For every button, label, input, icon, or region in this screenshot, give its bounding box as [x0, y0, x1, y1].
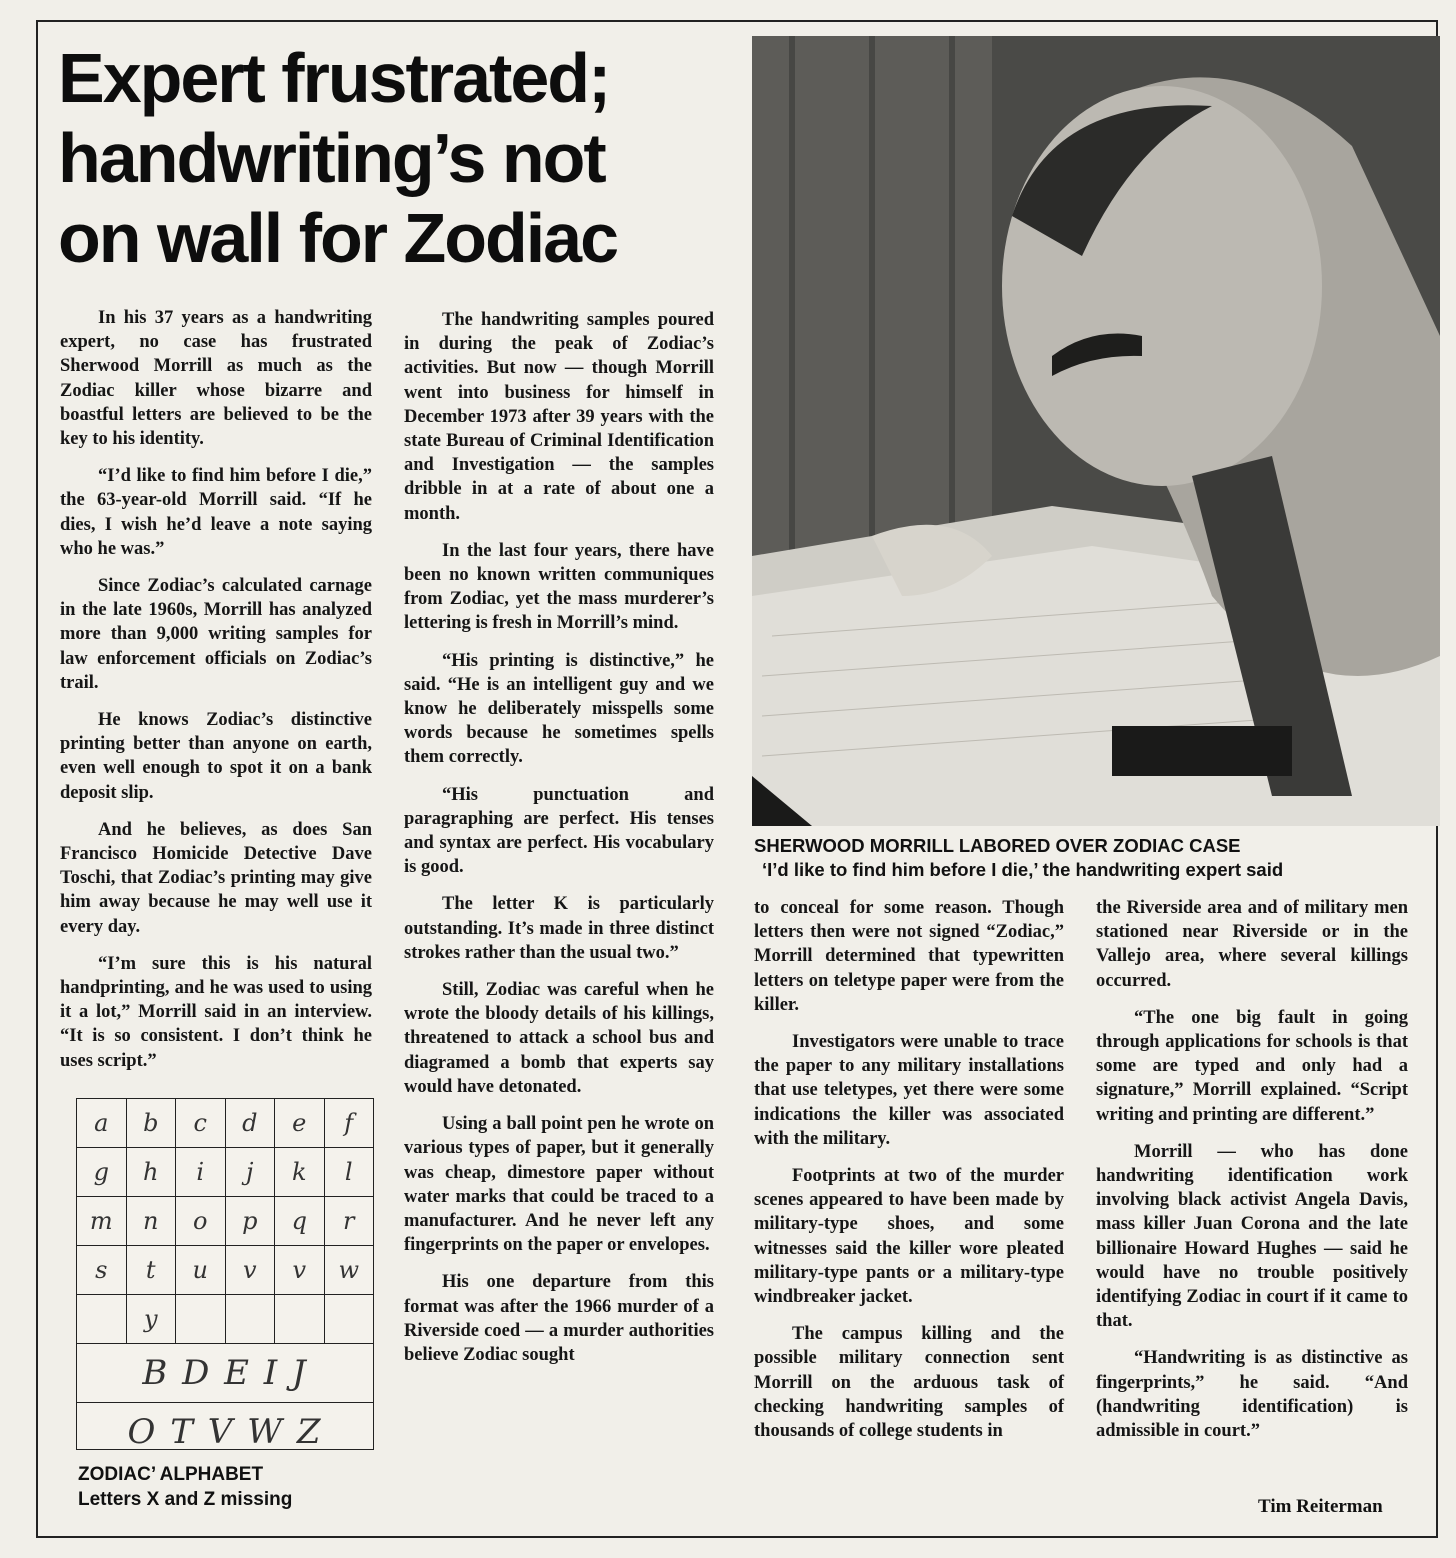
alphabet-cell [176, 1295, 226, 1343]
paragraph: And he believes, as does San Francisco Homicide Detective Dave Toschi, that Zodiac’s printing may give him away because he may well use it every day. [60, 819, 372, 937]
alphabet-cell [77, 1295, 127, 1343]
paragraph: to conceal for some reason. Though letters then were not signed “Zodiac,” Morrill determined that typewritten letters on teletype paper were from the killer. [754, 898, 1064, 1015]
paragraph: the Riverside area and of military men stationed near Riverside or in the Vallejo area, where several killings occurred. [1096, 898, 1408, 991]
paragraph: Investigators were unable to trace the paper to any military installations that use teletypes, yet there were some indications the killer was associated with the military. [754, 1032, 1064, 1149]
zodiac-alphabet-grid [76, 1098, 374, 1450]
paragraph: “His punctuation and paragraphing are perfect. His tenses and syntax are perfect. His vocabulary is good. [404, 784, 714, 878]
paragraph: The campus killing and the possible military connection sent Morrill on the arduous task of checking handwriting samples of thousands of college students in [754, 1324, 1064, 1442]
paragraph: “The one big fault in going through applications for schools is that some are typed and only had a signature,” Morrill explained. “Script writing and printing are different.” [1096, 1007, 1408, 1125]
alphabet-caps-row [77, 1344, 373, 1403]
alphabet-cell: r [343, 1207, 355, 1235]
paragraph: “His printing is distinctive,” he said. “He is an intelligent guy and we know he deliberately misspells some words because he sometimes spells them correctly. [404, 650, 714, 768]
alphabet-cell: p [226, 1197, 276, 1245]
paragraph: “Handwriting is as distinctive as fingerprints,” he said. “And (handwriting identification) is admissible in court.” [1096, 1348, 1408, 1442]
column-1 [60, 306, 372, 1086]
alphabet-cell: y [127, 1295, 177, 1343]
alphabet-cell: m [77, 1197, 127, 1245]
alphabet-cell: i [176, 1148, 226, 1196]
paragraph: Using a ball point pen he wrote on various types of paper, but it generally was cheap, dimestore paper without water marks that could be traced to a manufacturer. And he never left any fingerprints on the paper or envelopes. [404, 1114, 714, 1256]
alphabet-row [77, 1099, 373, 1148]
alphabet-cell: t [127, 1246, 177, 1294]
alphabet-cell: a [77, 1099, 127, 1147]
alphabet-caption-sub: Letters X and Z missing [78, 1489, 293, 1510]
alphabet-cell [275, 1295, 325, 1343]
headline-line-2: handwriting’s not [58, 119, 605, 197]
headline [58, 38, 698, 278]
paragraph: The letter K is particularly outstanding. It’s made in three distinct strokes rather than the usual two.” [404, 894, 714, 963]
alphabet-row [77, 1246, 373, 1295]
paragraph: Since Zodiac’s calculated carnage in the late 1960s, Morrill has analyzed more than 9,000 writing samples for law enforcement officials on Zodiac’s trail. [60, 576, 372, 693]
alphabet-caption-title: ZODIAC’ ALPHABET [78, 1464, 264, 1485]
column-4 [1096, 896, 1408, 1456]
alphabet-row [77, 1148, 373, 1197]
alphabet-cell: h [127, 1148, 177, 1196]
alphabet-cell: c [176, 1099, 226, 1147]
alphabet-cell: d [226, 1099, 276, 1147]
alphabet-cell: v [226, 1246, 276, 1294]
byline: Tim Reiterman [1258, 1496, 1383, 1517]
photo-caption-title: SHERWOOD MORRILL LABORED OVER ZODIAC CASE [754, 835, 1241, 856]
photo-caption [754, 834, 1414, 882]
photo-caption-quote: ‘I’d like to find him before I die,’ the handwriting expert said [762, 859, 1284, 880]
paragraph: In the last four years, there have been no known written communiques from Zodiac, yet the mass murderer’s lettering is fresh in Morrill’s mind. [404, 540, 714, 634]
paragraph: “I’m sure this is his natural handprinting, and he was used to using it a lot,” Morrill said in an interview. “It is so consistent. I don’t think he uses script.” [60, 953, 372, 1071]
alphabet-cell: e [275, 1099, 325, 1147]
alphabet-cell: v [275, 1246, 325, 1294]
paragraph: The handwriting samples poured in during the peak of Zodiac’s activities. But now — though Morrill went into business for himself in December 1973 after 39 years with the state Bureau of Criminal Identification and Investigation — the samples dribble in at a rate of about one a month. [404, 310, 714, 524]
alphabet-cell [325, 1295, 374, 1343]
alphabet-cell: o [176, 1197, 226, 1245]
paragraph: Still, Zodiac was careful when he wrote the bloody details of his killings, threatened to attack a school bus and diagramed a bomb that experts say would have detonated. [404, 980, 714, 1097]
alphabet-cell: w [338, 1256, 360, 1284]
alphabet-cell: b [127, 1099, 177, 1147]
alphabet-caption [78, 1462, 292, 1512]
paragraph: His one departure from this format was after the 1966 murder of a Riverside coed — a murder authorities believe Zodiac sought [404, 1272, 714, 1365]
headline-line-1: Expert frustrated; [58, 39, 610, 117]
photo-illustration [752, 36, 1440, 826]
paragraph: Morrill — who has done handwriting identification work involving black activist Angela Davis, mass killer Juan Corona and the late billionaire Howard Hughes — said he would have no trouble positively identifying Zodiac in court if it came to that. [1096, 1141, 1408, 1332]
column-2 [404, 308, 714, 1380]
alphabet-row [77, 1197, 373, 1246]
alphabet-caps-letters: B D E I J [142, 1353, 308, 1393]
alphabet-cell: u [176, 1246, 226, 1294]
alphabet-cell: f [344, 1109, 354, 1137]
alphabet-cell: q [275, 1197, 325, 1245]
alphabet-caps-letters: O T V W Z [127, 1412, 323, 1452]
alphabet-cell: l [344, 1158, 353, 1186]
paragraph: Footprints at two of the murder scenes appeared to have been made by military-type shoes, and some witnesses said the killer wore pleated military-type pants or a military-type windbreaker jacket. [754, 1166, 1064, 1308]
alphabet-cell: n [127, 1197, 177, 1245]
paragraph: He knows Zodiac’s distinctive printing better than anyone on earth, even well enough to spot it on a bank deposit slip. [60, 710, 372, 803]
alphabet-cell: g [77, 1148, 127, 1196]
photo-sherwood-morrill [752, 36, 1440, 826]
column-3 [754, 896, 1064, 1456]
alphabet-cell [226, 1295, 276, 1343]
alphabet-cell: k [275, 1148, 325, 1196]
headline-line-3: on wall for Zodiac [58, 199, 618, 277]
alphabet-cell: s [77, 1246, 127, 1294]
paragraph: In his 37 years as a handwriting expert, no case has frustrated Sherwood Morrill as much as the Zodiac killer whose bizarre and boastful letters are believed to be the key to his identity. [60, 308, 372, 450]
alphabet-caps-row [77, 1403, 373, 1461]
paragraph: “I’d like to find him before I die,” the 63-year-old Morrill said. “If he dies, I wish he’d leave a note saying who he was.” [60, 466, 372, 559]
alphabet-row [77, 1295, 373, 1344]
alphabet-cell: j [226, 1148, 276, 1196]
